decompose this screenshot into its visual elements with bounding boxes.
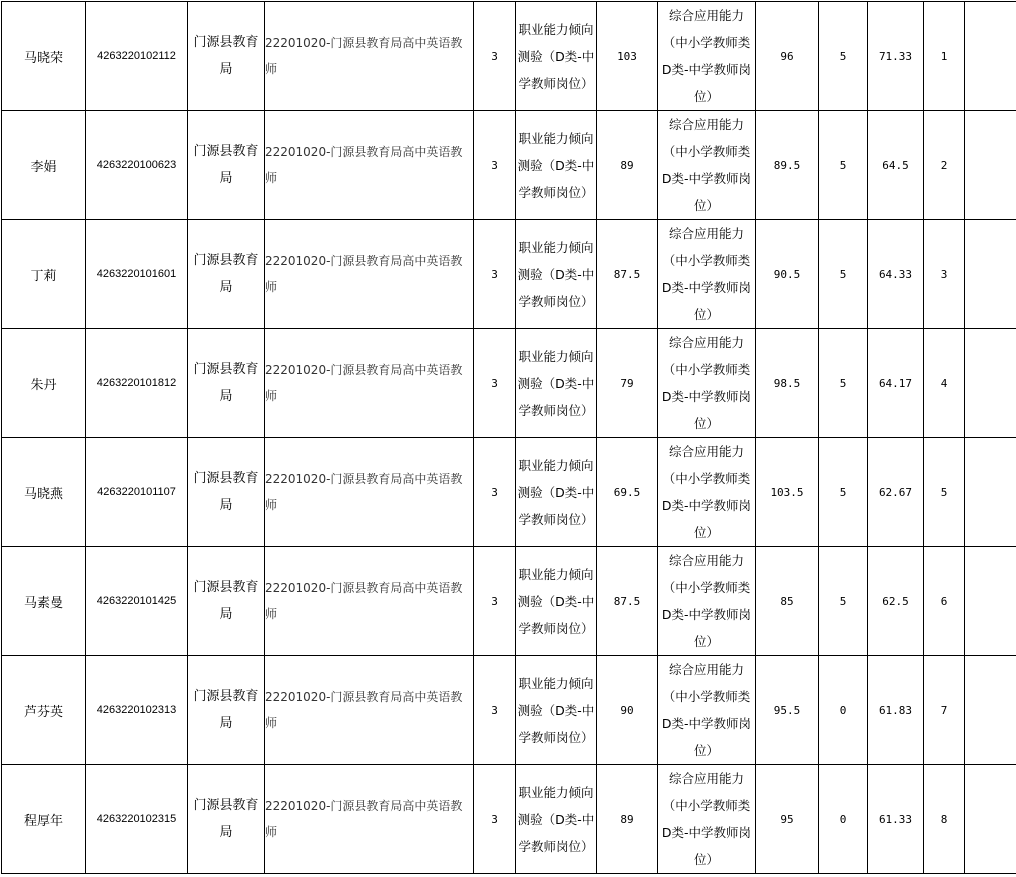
- rank: 6: [924, 547, 965, 656]
- subject-2-score: 96: [756, 2, 819, 111]
- subject-2-score: 95: [756, 765, 819, 874]
- table-body: [2, 2, 1016, 874]
- subject-2-score: 95.5: [756, 656, 819, 765]
- table-row: [2, 438, 1016, 547]
- candidate-name: 李娟: [2, 111, 86, 220]
- candidate-name: 朱丹: [2, 329, 86, 438]
- position-name: 22201020-门源县教育局高中英语教师: [265, 547, 474, 656]
- total-score: 61.83: [868, 656, 924, 765]
- employer-unit: 门源县教育局: [188, 656, 265, 765]
- subject-2-name: 综合应用能力（中小学教师类D类-中学教师岗位）: [658, 111, 756, 220]
- hiring-quota: 3: [474, 220, 516, 329]
- exam-id: 4263220102315: [86, 765, 188, 874]
- subject-2-name: 综合应用能力（中小学教师类D类-中学教师岗位）: [658, 329, 756, 438]
- total-score: 71.33: [868, 2, 924, 111]
- table-row: [2, 111, 1016, 220]
- position-name: 22201020-门源县教育局高中英语教师: [265, 438, 474, 547]
- employer-unit: 门源县教育局: [188, 111, 265, 220]
- candidate-name: 马素曼: [2, 547, 86, 656]
- position-name: 22201020-门源县教育局高中英语教师: [265, 2, 474, 111]
- subject-1-name: 职业能力倾向测验（D类-中学教师岗位）: [516, 2, 597, 111]
- table-row: [2, 329, 1016, 438]
- bonus-points: 0: [819, 656, 868, 765]
- rank: 5: [924, 438, 965, 547]
- position-name: 22201020-门源县教育局高中英语教师: [265, 765, 474, 874]
- subject-1-score: 89: [597, 111, 658, 220]
- employer-unit: 门源县教育局: [188, 329, 265, 438]
- exam-id: 4263220101601: [86, 220, 188, 329]
- bonus-points: 5: [819, 2, 868, 111]
- bonus-points: 5: [819, 329, 868, 438]
- table-row: [2, 656, 1016, 765]
- rank: 8: [924, 765, 965, 874]
- remark: [965, 547, 1016, 656]
- hiring-quota: 3: [474, 2, 516, 111]
- subject-2-name: 综合应用能力（中小学教师类D类-中学教师岗位）: [658, 220, 756, 329]
- employer-unit: 门源县教育局: [188, 765, 265, 874]
- bonus-points: 5: [819, 111, 868, 220]
- subject-1-name: 职业能力倾向测验（D类-中学教师岗位）: [516, 220, 597, 329]
- bonus-points: 5: [819, 547, 868, 656]
- rank: 4: [924, 329, 965, 438]
- table-row: [2, 547, 1016, 656]
- subject-2-score: 98.5: [756, 329, 819, 438]
- subject-1-name: 职业能力倾向测验（D类-中学教师岗位）: [516, 329, 597, 438]
- subject-1-name: 职业能力倾向测验（D类-中学教师岗位）: [516, 547, 597, 656]
- total-score: 62.5: [868, 547, 924, 656]
- total-score: 64.5: [868, 111, 924, 220]
- hiring-quota: 3: [474, 438, 516, 547]
- subject-2-name: 综合应用能力（中小学教师类D类-中学教师岗位）: [658, 438, 756, 547]
- subject-2-name: 综合应用能力（中小学教师类D类-中学教师岗位）: [658, 765, 756, 874]
- hiring-quota: 3: [474, 111, 516, 220]
- subject-1-score: 87.5: [597, 220, 658, 329]
- exam-id: 4263220101107: [86, 438, 188, 547]
- subject-1-score: 89: [597, 765, 658, 874]
- subject-1-name: 职业能力倾向测验（D类-中学教师岗位）: [516, 656, 597, 765]
- subject-1-score: 103: [597, 2, 658, 111]
- subject-1-score: 90: [597, 656, 658, 765]
- remark: [965, 2, 1016, 111]
- subject-1-name: 职业能力倾向测验（D类-中学教师岗位）: [516, 765, 597, 874]
- exam-id: 4263220101425: [86, 547, 188, 656]
- bonus-points: 5: [819, 220, 868, 329]
- subject-1-score: 69.5: [597, 438, 658, 547]
- employer-unit: 门源县教育局: [188, 438, 265, 547]
- rank: 3: [924, 220, 965, 329]
- employer-unit: 门源县教育局: [188, 220, 265, 329]
- hiring-quota: 3: [474, 656, 516, 765]
- remark: [965, 765, 1016, 874]
- remark: [965, 656, 1016, 765]
- bonus-points: 0: [819, 765, 868, 874]
- remark: [965, 329, 1016, 438]
- subject-1-name: 职业能力倾向测验（D类-中学教师岗位）: [516, 438, 597, 547]
- position-name: 22201020-门源县教育局高中英语教师: [265, 111, 474, 220]
- candidate-name: 程厚年: [2, 765, 86, 874]
- table-row: [2, 765, 1016, 874]
- table-row: [2, 2, 1016, 111]
- exam-id: 4263220101812: [86, 329, 188, 438]
- exam-results-table: [1, 1, 1016, 874]
- hiring-quota: 3: [474, 765, 516, 874]
- subject-2-name: 综合应用能力（中小学教师类D类-中学教师岗位）: [658, 2, 756, 111]
- candidate-name: 丁莉: [2, 220, 86, 329]
- rank: 2: [924, 111, 965, 220]
- candidate-name: 马晓燕: [2, 438, 86, 547]
- total-score: 62.67: [868, 438, 924, 547]
- subject-1-score: 87.5: [597, 547, 658, 656]
- rank: 7: [924, 656, 965, 765]
- subject-2-score: 90.5: [756, 220, 819, 329]
- subject-2-score: 89.5: [756, 111, 819, 220]
- total-score: 64.33: [868, 220, 924, 329]
- bonus-points: 5: [819, 438, 868, 547]
- rank: 1: [924, 2, 965, 111]
- remark: [965, 111, 1016, 220]
- subject-1-name: 职业能力倾向测验（D类-中学教师岗位）: [516, 111, 597, 220]
- total-score: 64.17: [868, 329, 924, 438]
- exam-id: 4263220102313: [86, 656, 188, 765]
- hiring-quota: 3: [474, 547, 516, 656]
- subject-1-score: 79: [597, 329, 658, 438]
- total-score: 61.33: [868, 765, 924, 874]
- position-name: 22201020-门源县教育局高中英语教师: [265, 329, 474, 438]
- position-name: 22201020-门源县教育局高中英语教师: [265, 656, 474, 765]
- candidate-name: 芦芬英: [2, 656, 86, 765]
- exam-id: 4263220102112: [86, 2, 188, 111]
- subject-2-score: 85: [756, 547, 819, 656]
- position-name: 22201020-门源县教育局高中英语教师: [265, 220, 474, 329]
- exam-id: 4263220100623: [86, 111, 188, 220]
- remark: [965, 438, 1016, 547]
- table-row: [2, 220, 1016, 329]
- employer-unit: 门源县教育局: [188, 547, 265, 656]
- subject-2-name: 综合应用能力（中小学教师类D类-中学教师岗位）: [658, 547, 756, 656]
- remark: [965, 220, 1016, 329]
- candidate-name: 马晓荣: [2, 2, 86, 111]
- hiring-quota: 3: [474, 329, 516, 438]
- subject-2-score: 103.5: [756, 438, 819, 547]
- subject-2-name: 综合应用能力（中小学教师类D类-中学教师岗位）: [658, 656, 756, 765]
- employer-unit: 门源县教育局: [188, 2, 265, 111]
